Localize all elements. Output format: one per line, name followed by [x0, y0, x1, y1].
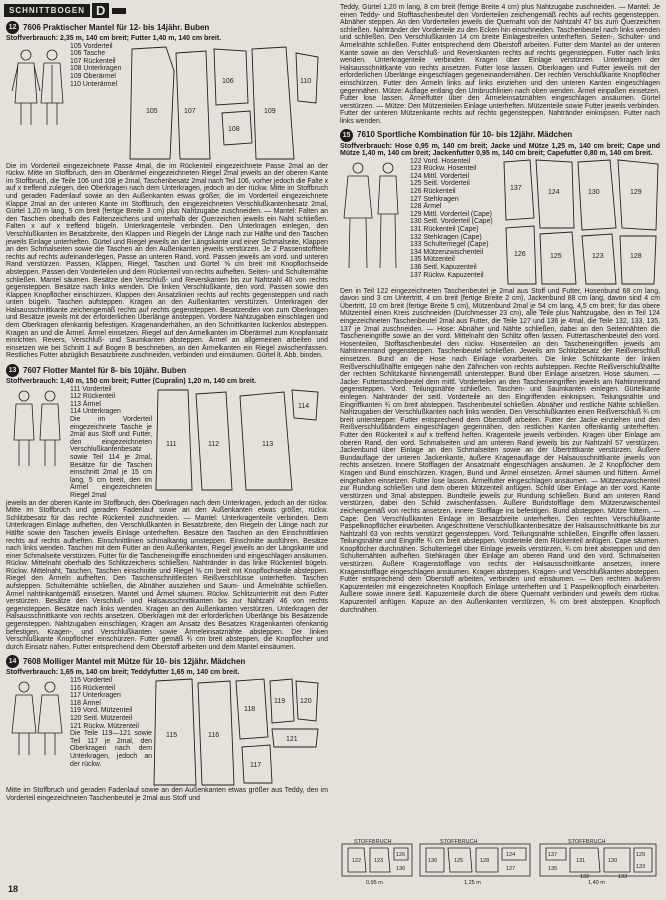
piece-number-label: 117 — [250, 762, 262, 769]
piece-item: 132 Stehkragen (Cape) — [410, 233, 482, 241]
piece-number-label: 116 — [208, 732, 220, 739]
section-14-title — [6, 655, 328, 668]
piece-number-label: 137 — [510, 184, 522, 192]
right-column — [340, 4, 660, 614]
page-header — [4, 3, 126, 18]
piece-item: 105 Vorderteil — [70, 42, 113, 50]
section-14-material: Stoffverbrauch: 1,65 m, 140 cm breit; Teddyfutter 1,65 m, 140 cm breit. — [6, 669, 240, 677]
plan-piece-number: 136 — [428, 858, 438, 864]
section-13-number: 13 — [6, 364, 19, 377]
plan-piece-number: 125 — [454, 858, 464, 864]
piece-item: 121 Rückw. Mützenteil — [70, 722, 139, 730]
piece-number-label: 121 — [286, 736, 298, 743]
piece-number-label: 124 — [548, 188, 560, 196]
piece-item: 128 Ärmel — [410, 203, 442, 211]
piece-item: 135 Mützenteil — [410, 256, 455, 264]
section-13-intro: Die im Vorderteil eingezeichnete Tasche je 2mal aus Stoff und Futter, den eingezeichneten Verschlußkantenbesatz sowie Teil 114 je 2mal, Besätze für die Taschen einschnitt 2mal je 15 cm lang, 5 cm breit, den im Ärmel eingezeichneten Riegel 2mal — [70, 416, 152, 499]
piece-item: 125 Seitl. Vorderteil — [410, 180, 470, 188]
piece-item: 116 Rückenteil — [70, 684, 116, 692]
piece-item: 114 Unterkragen — [70, 408, 121, 416]
piece-number-label: 110 — [300, 77, 312, 85]
piece-number-label: 107 — [184, 107, 196, 115]
piece-number-label: 105 — [146, 107, 158, 115]
girl-coat-sketch — [6, 677, 70, 761]
piece-item: 120 Seitl. Mützenteil — [70, 714, 133, 722]
cutting-plans — [340, 838, 660, 886]
plan-width-label: 1,25 m — [464, 880, 481, 886]
plan-piece-number: 136 — [396, 866, 406, 872]
section-12-material: Stoffverbrauch: 2,35 m, 140 cm breit; Futter 1,40 m, 140 cm breit. — [6, 35, 222, 42]
pattern-diagram-14 — [152, 677, 328, 787]
header-label: SCHNITTBOGEN — [4, 4, 90, 17]
section-15-title — [340, 129, 660, 142]
section-13-pieces — [70, 386, 152, 416]
section-13-body — [6, 386, 328, 500]
section-15-heading: 7610 Sportliche Kombination für 10- bis 12jähr. Mädchen — [357, 130, 573, 140]
piece-item: 115 Vorderteil — [70, 677, 113, 684]
plan-piece-number: 127 — [506, 866, 516, 872]
section-15-pieces — [410, 158, 500, 288]
pattern-diagram-15 — [500, 158, 660, 288]
piece-number-label: 112 — [208, 440, 220, 448]
plan-piece-number: 123 — [374, 858, 384, 864]
plan-piece-number: 135 — [548, 866, 558, 872]
piece-item: 109 Oberärmel — [70, 72, 116, 80]
piece-item: 122 Vord. Hosenteil — [410, 157, 471, 165]
piece-number-label: 125 — [550, 252, 562, 260]
piece-number-label: 115 — [166, 732, 178, 739]
section-14-parts — [70, 677, 152, 787]
plan-piece-number: 132 — [580, 874, 590, 880]
piece-number-label: 106 — [222, 77, 234, 85]
piece-number-label: 119 — [274, 698, 286, 705]
piece-item: 123 Rückw. Hosenteil — [410, 165, 477, 173]
plan-fold-label: STOFFBRUCH — [440, 839, 478, 845]
left-column — [6, 18, 328, 802]
piece-item: 129 Mittl. Vorderteil (Cape) — [410, 210, 492, 218]
piece-item: 127 Stehkragen — [410, 195, 459, 203]
piece-number-label: 129 — [630, 188, 642, 196]
section-12-title — [6, 21, 328, 34]
section-13-material: Stoffverbrauch: 1,40 m, 150 cm breit; Futter (Cupralin) 1,20 m, 140 cm breit. — [6, 378, 257, 386]
piece-number-label: 109 — [264, 107, 276, 115]
piece-item: 126 Rückenteil — [410, 188, 456, 196]
piece-item: 124 Mittl. Vorderteil — [410, 172, 469, 180]
piece-item: 118 Ärmel — [70, 699, 101, 707]
piece-item: 111 Vorderteil — [70, 385, 112, 393]
piece-item: 136 Seitl. Kapuzenteil — [410, 264, 477, 271]
plan-fold-label: STOFFBRUCH — [354, 839, 392, 845]
plan-fold-label: STOFFBRUCH — [568, 839, 606, 845]
piece-number-label: 128 — [630, 252, 642, 260]
section-13-heading: 7607 Flotter Mantel für 8- bis 10jähr. Buben — [23, 365, 187, 375]
plan-piece-number: 126 — [396, 852, 406, 858]
section-14-heading: 7608 Molliger Mantel mit Mütze für 10- bis 12jähr. Mädchen — [23, 657, 246, 667]
section-12-instructions: Die im Vorderteil eingezeichnete Passe 4mal, die im Rückenteil eingezeichnete Passe 2mal an der rückw. Mitte im Stoffbruch, den im Oberärmel eingezeichneten Riegel 2mal jeweils an der oberen Kante im Stoffbruch, die Teile 106 und 108 je 2mal, Taschenbesatz 2mal nach Teil 106, vorher jedoch die Falte x auf x treffend zulegen, den Oberkragen nach dem Unterkragen, jedoch an der rückw. Mitte im Stoffbruch und geraden Fadenlauf sowie an den Außenkanten etwas größer, die im Vorderteil eingezeichnete Klappe 2mal an der unteren Kante im Stoffbruch, den eingezeichneten Verschlußkantenbesatz 2mal, Gürtel 1,20 m lang, 5 cm breit (fertige Breite 3 cm) plus Nahtzugabe zuschneiden. — Mantel: Falten an den Taschen oberhalb des Faltenzeichens und unterhalb der Querzeichen jeweils ein Naht schließen. Falten x auf x treffend bügeln. Unterkragenteile verbinden. Den Unterkragen einlegen, den Verschlußkanten im Besatzbreite, den Klappen und Riegeln der Länge nach zur Hälfte und den Taschen jeweils Einlage unterheften. Gürtel und Riegel jeweils an der Längskante und einer Schmalseite, Klappen an den Schmalseiten sowie die Taschen an den Außenkanten jeweils verstürzen. Je 2 Passenstoffteile rechts auf rechts aufeinanderlegen, Passe an unteren Rand, vord. Passen jeweils am vord. und unteren Rand verstürzen. Passen, Klappen, Riegel, Taschen und Gürtel ⅝ cm breit mit Knopflochseide absteppen. Passen den Vorderteilen und dem Rückenteil von rechts aufheften. Seiten- und Schulternähte schließen. Mantel säumen. Besätze den Verschluß- und Reverskanten bis zur Nahtzahl 40 von rechts gegensteppen. Besätze nach links wenden. Die linken Verschlußkante, den vord. Passen sowie den Klappen Knopflöcher einschürzen. Klappen den Ansatzlinien rechts auf rechts gegensteppen und nach unten bügeln. Taschen aufsteppen. Kragen an den Außenkanten verstürzen. Unterkragen der Halsausschnittkante zeichengemäß rechts auf rechts gegensteppen. Besatzenden von zum Oberkragen und Besätze jeweils mit der erforderlichen Überlänge ansteppen. Vordere Nahtzugaben einschlagen und dem Oberkragen ofenkantig befestigen. Kragenanderhähen, an den Schnittkanten lückenlos absteppen. Kragen an und die Ärmel. Ärmel einsetzen. Riegel auf den Armelkanten im Oberärmel zum Knopfansatz einrichten. Revers, Verschluß- und Saumkanten absteppen. Ärmel an allgemeinen arbeiten und einsetzen wie bei Schnitt 1 auf Bogen B beschrieben, an den Ärmelkanten ein Riegel zwischenfassen. Restliches Futter abzüglich Besatzbreite zuschneiden, verbinden und einsäumen. Gürtel lt. Abb. binden. — [6, 162, 329, 360]
piece-number-label: 126 — [514, 250, 526, 258]
boy-coat-sketch — [6, 43, 70, 155]
plan-width-label: 1,40 m — [588, 880, 605, 886]
plan-piece-number: 129 — [636, 852, 646, 858]
section-14-intro: Die Teile 119—121 sowie Teil 117 je 2mal, den Oberkragen nach dem Unterkragen, jedoch an der rückw. — [70, 730, 152, 768]
pattern-diagram-13 — [152, 386, 328, 494]
section-12-number: 12 — [6, 21, 19, 34]
section-13-instructions: jeweils an der oberen Kante im Stoffbruch, den Oberkragen nach dem Unterkragen, jedoch an der rückw. Mitte im Stoffbruch und geraden Fadenlauf sowie an den Außenkanten etwas größer, rückw. Schlitzbesatz für das rechte Rückenteil zuschneiden. — Mantel: Unterkragenteile verbinden. Dem Unterkragen Einlage aufheften, den Verschlußkanten in Besatzbreite, den Riegeln der Länge nach zur Hälfte sowie den Taschen jeweils Einlage unterheften. Besätze den Taschen an den Einschnittlinien rechts auf rechts aufheften. Einschnittlinien schmalkantig umsteppen. Einschnitte ausführen. Besätze nach links wenden. Taschen mit dem Futter an den Außenkanten, Riegel jeweils an der Längskante und einer Schmalseite verstürzen. Futter für die Tascheneingriffe einschneiden und eingeschlagen ansäumen. Rückw. Mittelnaht oberhalb des Schlitzzeichens schließen. Nahtränder in das linke Rückenteil bügeln. Rückw. Mittelnaht, Taschen, Taschen einschnitte und Riegel ⅝ cm breit mit Knopflochseide absteppen. Riegel den Ärmeln aufheften. Den Taschenschnittleisten Reißverschlüsse unterheften. Taschen aufsteppen. Schulternähte schließen, die Abnäher ausziehen und Saum- und Ärmelnähte schließen. Ärmel nahtinkantgemäß einsetzen. Mantel und Ärmel säumen. Rückw. Schlitzuntertritt mit dem Futter verstürzen. Besätze den Verschluß- und Halsausschnittkanten bis zur Nahtzahl 46 von rechts gegensteppen. Besätze nach links wenden. Kragen an den Außenkanten verstürzen. Unterkragen der Halsausschnittkante von rechts ansetzen. Oberkragen mit der erforderlichen Überlänge bis Besatzende gegensteppen. Nahtzugaben einschlagen, Kragen am Ansatz des Besatzes Kragenkanten ofenkantig befestigen. Kragen-, und Verschlußkanten sowie Ärmeleinsatznähte absteppen. Der linken Verschlußkante Knopflöcher einschürzen. Futter gemäß ¾ cm breit absteppen, die Knopflöcher und durch Einsatz nähen. Futter entsprechend dem Oberstoff arbeiten und dem Mantel einsäumen. — [6, 499, 328, 651]
section-12-heading: 7606 Praktischer Mantel für 12- bis 14jähr. Buben — [23, 22, 210, 32]
piece-number-label: 120 — [300, 698, 312, 705]
piece-number-label: 114 — [298, 402, 310, 410]
section-14-continued: Teddy, Gürtel 1,20 m lang, 8 cm breit (fertige Breite 4 cm) plus Nahtzugabe zuschneiden. — Mantel: Je einen Teddy- und Stofftaschenbeutel den Vorderteilen zeichengemäß rechts auf rechts gegensteppen. Abnäher steppen. An den Vorderteilen jeweils die Quernaht von der Nahtzahl 47 bis zum Querzeichen schließen. Nahtränder der Vorderteile zu den Ecken hin einschneiden. Taschenbeutel nach links wenden und schließen. Den Verschlußkanten 14 cm breite Einlagestreifen unterheften. Seiten-, Schulter- und Ärmelnähte schließen. Futter entsprechend dem Oberstoff arbeiten. Futter dem Mantel an der unteren Kante sowie an den Verschluß- und Reverskanten rechts auf rechts gegensteppen. Futter nach links wenden. Unterkragenteile verbinden. Kragen über Einlage verstürzen. Unterkragen der Halsausschnittkante von rechts ansetzen. Futter lose lassen. Oberkragen und Futter jeweils mit der erforderlichen Überlänge eingeschlagen gegeneinandernähen. Der rechten Verschlußkante Knopflöcher einschürzen. Futter den Ärmeln links auf links einziehen und den unteren Kanten eingeschlagen gegennähen. Mütze: Auflage entlang den Umbruchlinien nach oben wenden. Ärmel einpaßen einsetzen. Futter lose lassen. Ärmelfutter über den Ärmeleinsatznähten eingeschlagen ansäumen. Gürtel verstürzen. — Mütze: Den Mützenteilen Einlage unterheften. Mützenteile sowie Futter jeweils verbinden. Futter der unteren Mützenkante rechts auf rechts gegensteppen. Nahtränder einknipsen. Futter nach links wenden. — [340, 4, 660, 125]
page-number: 18 — [8, 884, 19, 894]
section-13-parts — [70, 386, 152, 500]
plan-piece-number: 122 — [352, 858, 362, 864]
section-15-material: Stoffverbrauch: Hose 0,95 m, 140 cm breit; Jacke und Mütze 1,25 m, 140 cm breit; Cape und Mütze 1,40 m, 140 cm breit; Jackenfutter 0,95 m, 140 cm breit; Capefutter 0,80 m, 140 cm breit. — [340, 142, 660, 158]
plan-piece-number: 133 — [636, 864, 646, 870]
piece-item: 112 Rückenteil — [70, 393, 116, 401]
piece-number-label: 113 — [262, 440, 274, 448]
piece-item: 131 Rückenteil (Cape) — [410, 226, 479, 234]
piece-item: 130 Seitl. Vorderteil (Cape) — [410, 218, 493, 226]
plan-piece-number: 124 — [506, 852, 516, 858]
plan-piece-number: 130 — [608, 858, 618, 864]
plan-width-label: 0,95 m — [366, 880, 383, 886]
section-13-title — [6, 364, 328, 377]
plan-piece-number: 137 — [548, 852, 558, 858]
section-12-pieces — [70, 43, 126, 163]
section-15-body — [340, 158, 660, 288]
piece-number-label: 123 — [592, 252, 604, 260]
piece-item: 113 Ärmel — [70, 400, 101, 408]
piece-number-label: 130 — [588, 188, 600, 196]
header-letter: D — [92, 3, 109, 18]
piece-item: 106 Tasche — [70, 50, 106, 58]
plan-piece-number: 128 — [480, 858, 490, 864]
header-bar — [112, 8, 126, 14]
section-15-number: 15 — [340, 129, 353, 142]
piece-item: 117 Unterkragen — [70, 692, 121, 700]
section-14-instructions: Mitte im Stoffbruch und geraden Fadenlauf sowie an den Außenkanten etwas größer aus Teddy, den im Vorderteil eingezeichneten Taschenbeutel je 2mal aus Stoff und — [6, 787, 328, 802]
piece-item: 110 Unterärmel — [70, 80, 117, 88]
piece-number-label: 111 — [166, 440, 177, 448]
piece-number-label: 118 — [244, 706, 256, 713]
piece-item: 107 Rückenteil — [70, 57, 116, 65]
boy-short-coat-sketch — [6, 386, 70, 494]
piece-item: 134 Mützenzwischenteil — [410, 248, 484, 256]
plan-piece-number: 131 — [576, 858, 586, 864]
section-14-body — [6, 677, 328, 787]
section-14-number: 14 — [6, 655, 19, 668]
section-15-instructions: Den in Teil 122 eingezeichneten Taschenbeutel je 2mal aus Stoff und Futter, Hosenbund 68 cm lang, davon sind 3 cm Untertritt, 4 cm breit (fertige Breite 2 cm), Jackenbund 88 cm lang, davon sind 4 cm Übertritt, 10 cm breit (fertige Breite 5 cm), Mützenbund 2mal je 54 cm lang, 4,5 cm breit; für das obere Mützenteil einen Kreis zuschneiden (Durchmesser 23 cm), alle Teile plus Nahtzugabe, den in Teil 124 eingezeichneten Taschenbeutel 2mal aus Futter, die Teile 127 und 136 je 4mal, die Teile 132, 133, 135, 137 je 2mal zuschneiden. — Hose: Abnäher und Nähte schließen, dabei an den Seitennähten die Tascheneingriffe sowie an der vord. Mittelnaht den Schlitz offen lassen. Futtertaschenbeutel den vord. Hosenteilen, Stofftaschenbeutel den rückw. Hosenteilen an den Tascheneingriffen jeweils am Nahtinnenrand gegensteppen. Taschenbeutel schließen. Jeweils am Schlitzbesatz der Reißverschluß einsetzen. Bund an die Hose nach Einlage vorarbeiten. Die linke Schlitzkante der linken Reißverschlußhälfte entgegen nahe den Zähnchen von rechts aufsteppen. Rechte Reißverschlußhälfte der rechten Schlitzkante hinnengemäß unterstepper. Bund über Einlage ansetzen. Hose säumen. — Jacke: Futtertaschenbeutel dem mittl. Vorderteilen an den Tascheneingriffen jeweils am Nahtinnenrand gegensteppen. Vord. Teilungsnähte schließen. Taschen- und Saumkanten einlegen. Gürtelkante einlegen. Nahtränder der seitl. Vorderteile an den Eingriffenden einknipsen. Teilungsnähte und Eingriffkanten ¾ cm breit absteppen. Taschenbeutel schließen. Abnäher und restliche Nähte schließen. Nahtzugaben der Verschlußkanten nach links wenden. Den Verschlußkanten einen Reißverschluß ¾ cm breit unterstepper. Futter entsprechend dem Oberstoff arbeiten. Futter der Jacke einziehen und den Reißverschlußbändern eingeschlagen gegennähen, den restlichen Kanten offenkantig unterheften. Futter den Rückenteil x auf x treffend heften. Kragenteile jeweils verbinden. Kragen über Einlage am oberen Rand, den vord. Schmalseiten und am unteren Rand jeweils bis zur Nahtzahl 57 verstürzen. Jackenbund über Einlage an den Schmalseiten sowie an der Übertrittkante verstürzen. Äußere Bundauflage der unteren Jackenkante, äußere Kragenauflage der Halsausschnittkante jeweils von rechts ansetzen. Innere Stofflagen der Ansatznaht eingeschlagen ansäumen. Je 2 Knopflöcher dem Kragen und Bund einschürzen. Kragen, Bund und Ärmel einsetzen. Ärmel säumen und füttern. Ärmel eingehalten einsetzen. Futter lose lassen. Ärmelfutter eingeschlagen ansäumen. — Mützenzwischenteil zur Rundung schließen und dem oberen Mützenteil anfügen. Schild über Einlage an der vord. Kante verstürzen und 3mal absteppen. Bundteile jeweils zur Rundung schließen. Bund am unteren Rand verstürzen, dabei den Schild zwischenfassen. Äußere Bundstofflage dem Mützenzwischenteil zeichengemäß von rechts ansetzen, innere Stofflage ins befestigen. Bund absteppen. Mütze füttern. — Cape: Den Verschlußkanten Einlage im Besatzbreite unterheften. Den rechten Verschlußkante Paspelknopflöcher einarbeiten. Angeschnittene Verschlußkantenbesätze der Halsausschnittkante bis zur Nahtzahl 63 von rechts verstürzt gegensteppen. Vord. Teilungsnähte schließen, Eingriffe offen lassen. Teilungsnähte und Eingriffe ¾ cm breit absteppen. Vorderteile dem Rückenteil anfügen. Cape säumen. Knopflöcher durchnähen. Schulterriegel über Einlage jeweils verstürzen, ¾ cm breit absteppen und den Schulternähten aufheften. Stehkragen über Einlage am oberen Rand und den vord. Schmalseiten verstürzen. Äußere Kragenstofflage von rechts der Halsausschnittkante ansetzen, innere Kragenstofflage eingeschlagen ansäumen. Kragen absteppen. Kragen- und Verschlußkanten absteppen. Futter entsprechend dem Oberstoff arbeiten, verbinden und einsäumen. — Den rechten äußeren Kapuzenteilen mit eingezeichneten Knopfloch Einlage unterheften und 1 Paspelknopfloch einarbeiten. Äußere sowie innere seitl. Kapuzenteile durch die obere Quernaht verbinden und jeweils dem rückw. Kapuzenteil anfügen. Kapuze an den Außenkanten verstürzen, ¾ cm breit absteppen. Knopfloch durchnähen. — [340, 287, 660, 614]
plan-piece-number: 133 — [618, 874, 628, 880]
pattern-diagram-12 — [126, 43, 328, 163]
girl-combination-sketch — [340, 158, 410, 288]
piece-item: 137 Rückw. Kapuzenteil — [410, 271, 484, 279]
piece-item: 108 Unterkragen — [70, 65, 122, 73]
piece-number-label: 108 — [228, 125, 240, 133]
piece-item: 119 Vord. Mützenteil — [70, 707, 133, 715]
section-12-body — [6, 43, 328, 163]
section-14-pieces — [70, 677, 152, 730]
piece-item: 133 Schulterriegel (Cape) — [410, 241, 489, 249]
